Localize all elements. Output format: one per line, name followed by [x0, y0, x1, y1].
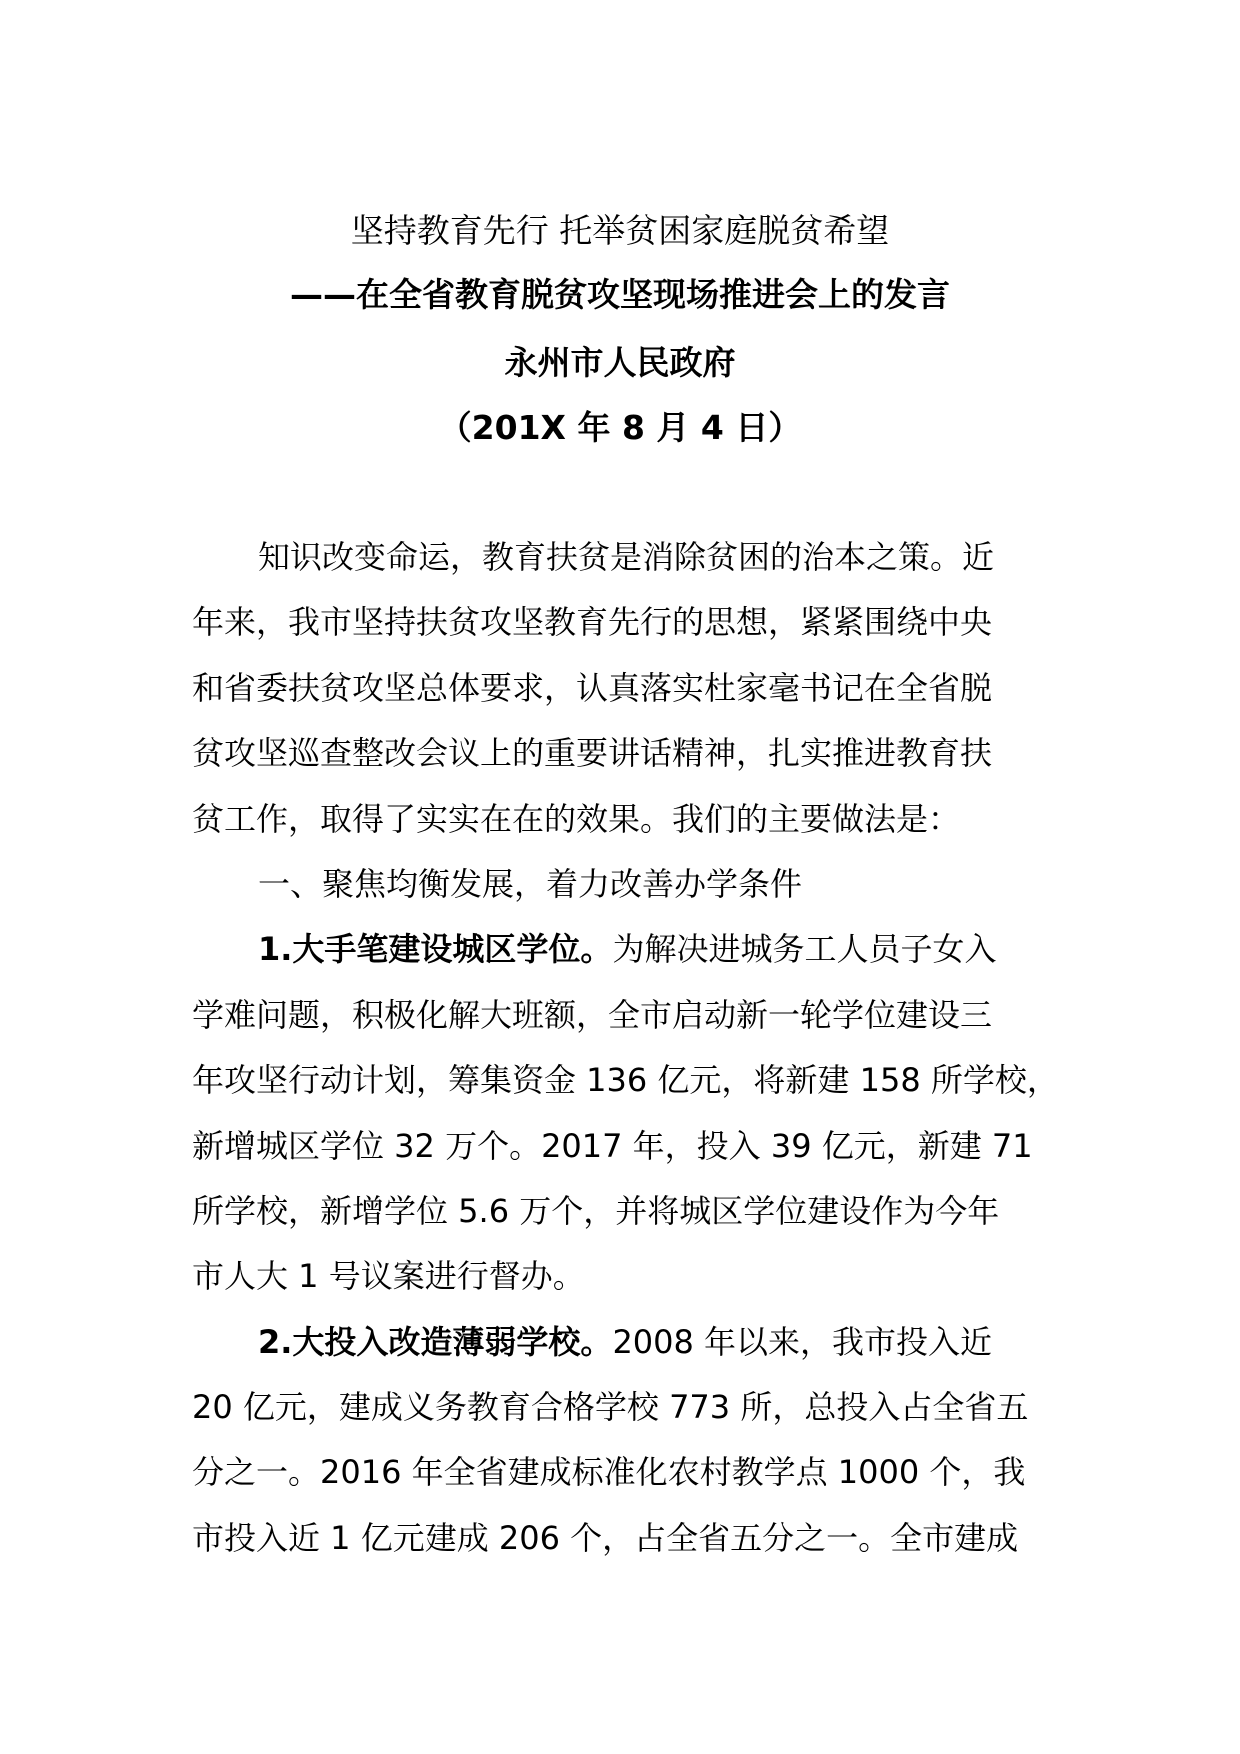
- section-heading: 一、聚焦均衡发展，着力改善办学条件: [258, 864, 803, 903]
- document-subtitle: ——在全省教育脱贫攻坚现场推进会上的发言: [290, 275, 950, 314]
- document-date: （201X 年 8 月 4 日）: [438, 408, 802, 447]
- issuing-organization: 永州市人民政府: [504, 343, 736, 382]
- intro-line: 贫工作，取得了实实在在的效果。我们的主要做法是：: [192, 799, 961, 838]
- item2-line: 分之一。2016 年全省建成标准化农村教学点 1000 个，我: [192, 1453, 1026, 1492]
- intro-line: 和省委扶贫攻坚总体要求，认真落实杜家毫书记在全省脱: [192, 668, 993, 707]
- item1-line: 新增城区学位 32 万个。2017 年，投入 39 亿元，新建 71: [192, 1126, 1033, 1165]
- document-title: 坚持教育先行 托举贫困家庭脱贫希望: [350, 211, 890, 250]
- item1-first-rest: 为解决进城务工人员子女入: [612, 930, 997, 969]
- item2-line: 市投入近 1 亿元建成 206 个，占全省五分之一。全市建成: [192, 1518, 1019, 1557]
- item1-line: 市人大 1 号议案进行督办。: [192, 1257, 585, 1296]
- item2-first-rest: 2008 年以来，我市投入近: [612, 1322, 993, 1361]
- item1-line: 年攻坚行动计划，筹集资金 136 亿元，将新建 158 所学校，: [192, 1061, 1059, 1100]
- item2-lead: 2.大投入改造薄弱学校。: [258, 1322, 613, 1361]
- item2-line: 20 亿元，建成义务教育合格学校 773 所，总投入占全省五: [192, 1388, 1029, 1427]
- intro-line: 贫攻坚巡查整改会议上的重要讲话精神，扎实推进教育扶: [192, 734, 993, 773]
- item2-first-line: [192, 1310, 1092, 1375]
- item1-line: 学难问题，积极化解大班额，全市启动新一轮学位建设三: [192, 995, 993, 1034]
- item1-line: 所学校，新增学位 5.6 万个，并将城区学位建设作为今年: [192, 1191, 1000, 1230]
- item1-first-line: [192, 917, 1092, 982]
- document-body: [192, 525, 1092, 1571]
- item1-lead: 1.大手笔建设城区学位。: [258, 930, 613, 969]
- intro-line: 知识改变命运，教育扶贫是消除贫困的治本之策。近: [258, 538, 995, 576]
- intro-line: 年来，我市坚持扶贫攻坚教育先行的思想，紧紧围绕中央: [192, 603, 993, 642]
